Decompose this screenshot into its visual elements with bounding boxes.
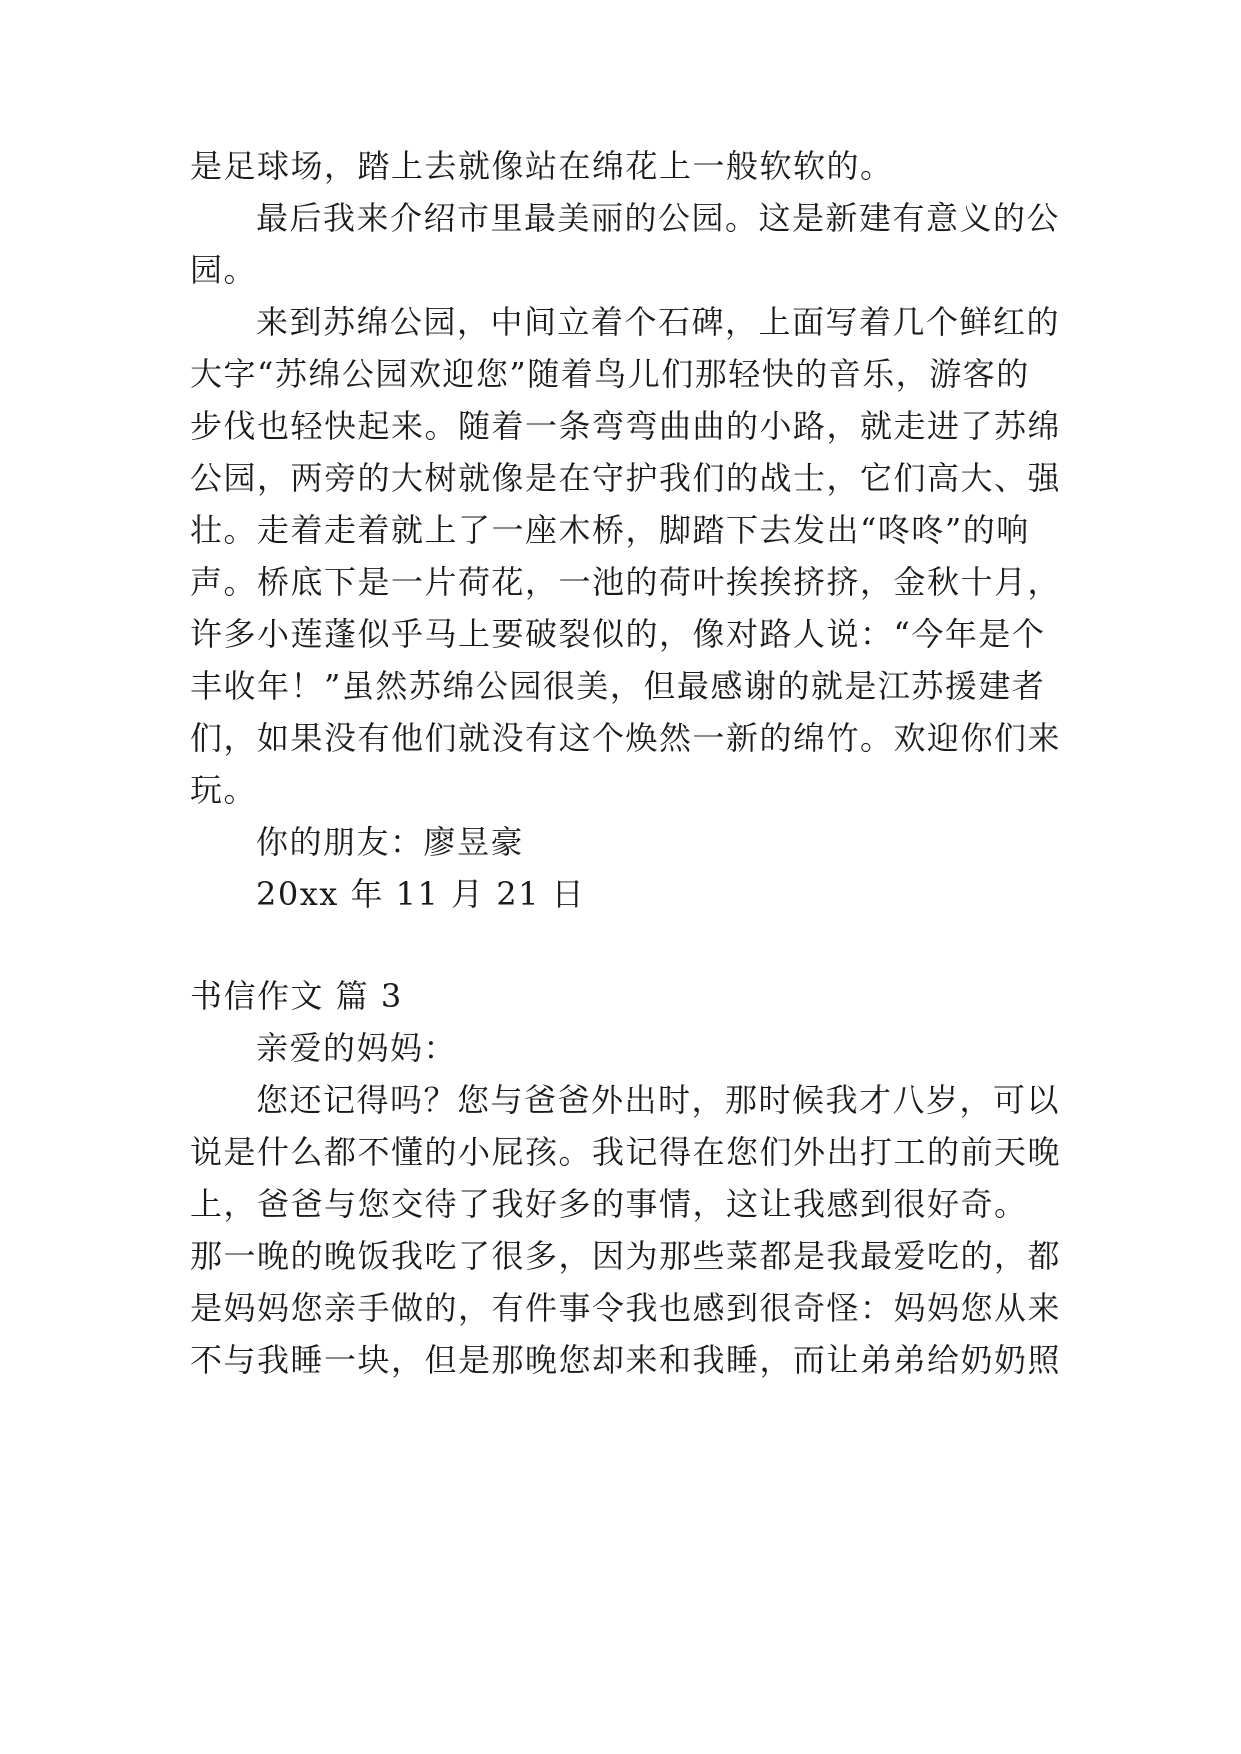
- paragraph-line: 玩。: [190, 771, 258, 809]
- section-heading: 书信作文 篇 3: [190, 977, 403, 1015]
- paragraph-line: 大字“苏绵公园欢迎您”随着鸟儿们那轻快的音乐，游客的: [190, 355, 1030, 393]
- signature-line: 你的朋友：廖昱豪: [256, 823, 525, 861]
- date-line: 20xx 年 11 月 21 日: [256, 875, 586, 913]
- paragraph-line: 是足球场，踏上去就像站在绵花上一般软软的。: [190, 147, 894, 185]
- paragraph-line: 声。桥底下是一片荷花，一池的荷叶挨挨挤挤，金秋十月，: [190, 563, 1062, 601]
- paragraph-line: 壮。走着走着就上了一座木桥，脚踏下去发出“咚咚”的响: [190, 511, 1030, 549]
- salutation-line: 亲爱的妈妈：: [256, 1029, 458, 1067]
- paragraph-line: 们，如果没有他们就没有这个焕然一新的绵竹。欢迎你们来: [190, 719, 1062, 757]
- paragraph-line: 丰收年！”虽然苏绵公园很美，但最感谢的就是江苏援建者: [190, 667, 1046, 705]
- paragraph-line: 是妈妈您亲手做的，有件事令我也感到很奇怪：妈妈您从来: [190, 1289, 1062, 1327]
- paragraph-line: 步伐也轻快起来。随着一条弯弯曲曲的小路，就走进了苏绵: [190, 407, 1062, 445]
- paragraph-line: 来到苏绵公园，中间立着个石碑，上面写着几个鲜红的: [256, 303, 1061, 341]
- paragraph-line: 公园，两旁的大树就像是在守护我们的战士，它们高大、强: [190, 459, 1062, 497]
- paragraph-line: 上，爸爸与您交待了我好多的事情，这让我感到很好奇。: [190, 1185, 1028, 1223]
- paragraph-line: 您还记得吗？您与爸爸外出时，那时候我才八岁，可以: [256, 1081, 1061, 1119]
- paragraph-line: 不与我睡一块，但是那晚您却来和我睡，而让弟弟给奶奶照: [190, 1341, 1062, 1379]
- paragraph-line: 说是什么都不懂的小屁孩。我记得在您们外出打工的前天晚: [190, 1133, 1062, 1171]
- paragraph-line: 最后我来介绍市里最美丽的公园。这是新建有意义的公: [256, 199, 1061, 237]
- paragraph-line: 园。: [190, 251, 258, 289]
- paragraph-line: 许多小莲蓬似乎马上要破裂似的，像对路人说：“今年是个: [190, 615, 1046, 653]
- paragraph-line: 那一晚的晚饭我吃了很多，因为那些菜都是我最爱吃的，都: [190, 1237, 1062, 1275]
